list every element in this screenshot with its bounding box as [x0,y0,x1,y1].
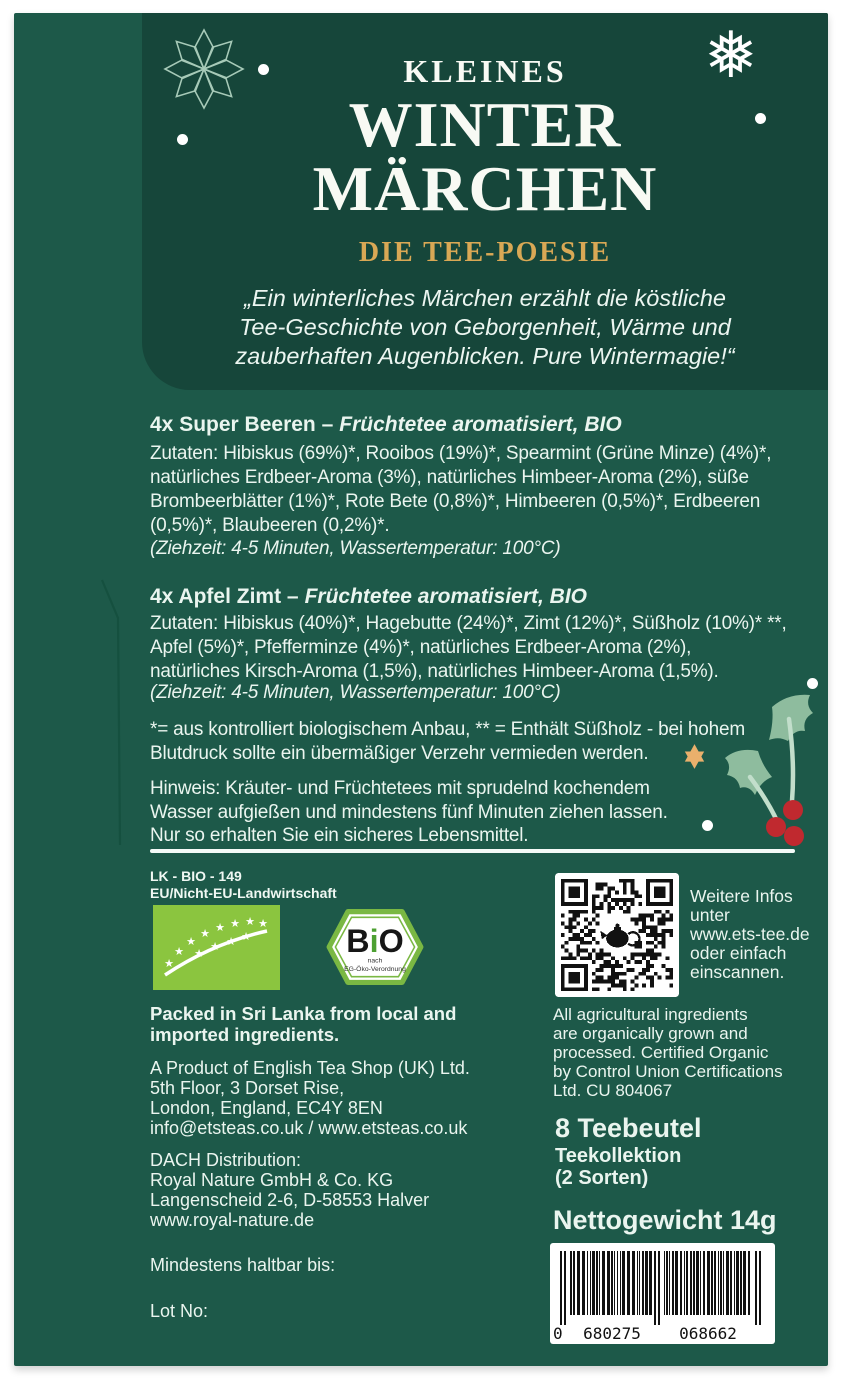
product-1-ingredients [150,442,771,538]
product-subtitle: DIE TEE-POESIE [358,237,612,268]
hint-line: Wasser aufgießen und mindestens fünf Minuten ziehen lassen. [150,801,668,823]
ingredients-line: natürliches Kirsch-Aroma (1,5%), natürliches Himbeer-Aroma (1,5%). [150,661,719,682]
qr-caption [690,887,810,982]
gold-star-icon [681,744,708,769]
ingredients-line: Zutaten: Hibiskus (69%)*, Rooibos (19%)*, Spearmint (Grüne Minze) (4%)*, [150,443,772,464]
organic-code-line: LK - BIO - 149 [150,868,242,884]
svg-text:0: 0 [553,1324,563,1343]
address-line: Langenscheid 2-6, D-58553 Halver [150,1190,430,1210]
ingredients-line: (0,5%)*, Blaubeeren (0,2%)*. [150,515,390,536]
ingredients-line: Apfel (5%)*, Pfefferminze (4%)*, natürliches Erdbeer-Aroma (2%), [150,637,692,658]
qr-caption-line: oder einfach [690,943,787,963]
bio-seal-text: B [346,923,370,960]
tea-label-back [14,13,828,1366]
packed-line: Packed in Sri Lanka from local and [150,1003,457,1024]
product-1-brew-time: (Ziehzeit: 4-5 Minuten, Wassertemperatur: 100°C) [150,538,561,559]
svg-text:068662: 068662 [679,1324,737,1343]
product-title-line2: MÄRCHEN [312,153,658,224]
cert-note-line: by Control Union Certifications [553,1062,783,1081]
footnote-line: *= aus kontrolliert biologischem Anbau, ** = Enthält Süßholz - bei hohem [150,719,746,740]
quote-line: zauberhaften Augenblicken. Pure Wintermagie!“ [235,343,735,369]
pack-size: 8 Teebeutel [555,1113,702,1143]
net-weight: Nettogewicht 14g [553,1205,777,1235]
address-line: DACH Distribution: [150,1150,302,1170]
address-line: London, England, EC4Y 8EN [150,1098,383,1118]
cert-note-line: All agricultural ingredients [553,1005,748,1024]
svg-text:★: ★ [210,940,220,953]
best-before-label: Mindestens haltbar bis: [150,1255,336,1275]
organic-origin-line: EU/Nicht-EU-Landwirtschaft [150,885,337,901]
qr-caption-line: Weitere Infos [690,886,793,906]
cert-note-line: Ltd. CU 804067 [553,1081,673,1100]
address-line: A Product of English Tea Shop (UK) Ltd. [150,1058,470,1078]
packed-note [150,1003,456,1045]
svg-text:nach: nach [367,957,383,965]
svg-text:★: ★ [241,930,251,943]
snowflake-icon: ❅ [704,19,758,93]
pack-type: Teekollektion [555,1145,682,1167]
packed-line: imported ingredients. [150,1024,340,1045]
ingredients-line: Zutaten: Hibiskus (40%)*, Hagebutte (24%)*, Zimt (12%)*, Süßholz (10%)* **, [150,613,787,634]
lot-number-label: Lot No: [150,1301,209,1321]
producer-address [150,1058,470,1138]
eu-organic-logo [153,905,280,990]
product-title-line1: WINTER [348,89,622,160]
address-line: info@etsteas.co.uk / www.etsteas.co.uk [150,1118,468,1138]
brand-kicker: KLEINES [403,53,567,89]
quote-line: Tee-Geschichte von Geborgenheit, Wärme und [239,314,731,340]
address-line: Royal Nature GmbH & Co. KG [150,1170,394,1190]
hint-line: Hinweis: Kräuter- und Früchtetees mit sprudelnd kochendem [150,778,650,799]
brewing-hint [150,777,668,848]
organic-certification-note [553,1005,783,1100]
svg-text:★: ★ [200,927,210,940]
product-2-heading [150,585,587,609]
barcode [550,1243,775,1344]
pack-variants: (2 Sorten) [555,1167,649,1189]
svg-text:★: ★ [226,935,236,948]
svg-text:BiO: BiO [346,923,404,960]
svg-text:★: ★ [186,935,196,948]
footnote-line: Blutdruck sollte ein übermäßiger Verzehr vermieden werden. [150,742,649,764]
product-1-heading [150,413,622,437]
address-line: 5th Floor, 3 Dorset Rise, [150,1078,345,1098]
svg-text:★: ★ [174,945,184,958]
bio-seal-logo [325,903,425,991]
svg-text:★: ★ [230,917,240,930]
product-2-brew-time: (Ziehzeit: 4-5 Minuten, Wassertemperatur: 100°C) [150,682,561,703]
cert-note-line: processed. Certified Organic [553,1043,769,1062]
ingredients-line: natürliches Erdbeer-Aroma (3%), natürliches Himbeer-Aroma (2%), süße [150,467,749,488]
svg-text:★: ★ [164,957,174,970]
cert-note-line: are organically grown and [553,1024,748,1043]
svg-text:680275: 680275 [583,1324,641,1343]
qr-caption-line: einscannen. [690,962,785,982]
distribution-address [150,1150,429,1230]
svg-text:EG-Öko-Verordnung: EG-Öko-Verordnung [344,965,406,973]
product-variety: Früchtetee aromatisiert, BIO [304,585,588,608]
footnote [150,718,745,765]
organic-control-code [150,868,337,902]
svg-text:★: ★ [258,917,268,930]
svg-text:★: ★ [245,915,255,928]
hint-line: Nur so erhalten Sie ein sicheres Lebensmittel. [150,825,529,846]
qr-code [555,873,679,997]
holly-icon [712,693,828,847]
product-variety: Früchtetee aromatisiert, BIO [339,413,622,436]
ingredients-line: Brombeerblätter (1%)*, Rote Bete (0,8%)*, Himbeeren (0,5%)*, Erdbeeren [150,491,761,512]
qr-caption-line: unter [690,905,730,925]
svg-text:★: ★ [215,921,225,934]
divider [150,849,795,853]
deco-dot [807,678,818,689]
quote-line: „Ein winterliches Märchen erzählt die köstliche [244,285,726,311]
svg-text:★: ★ [194,947,204,960]
product-name: 4x Apfel Zimt – [150,585,299,608]
address-line: www.royal-nature.de [150,1210,315,1230]
product-2-ingredients [150,612,787,684]
qr-caption-line: www.ets-tee.de [690,924,810,944]
product-name: 4x Super Beeren – [150,413,334,436]
